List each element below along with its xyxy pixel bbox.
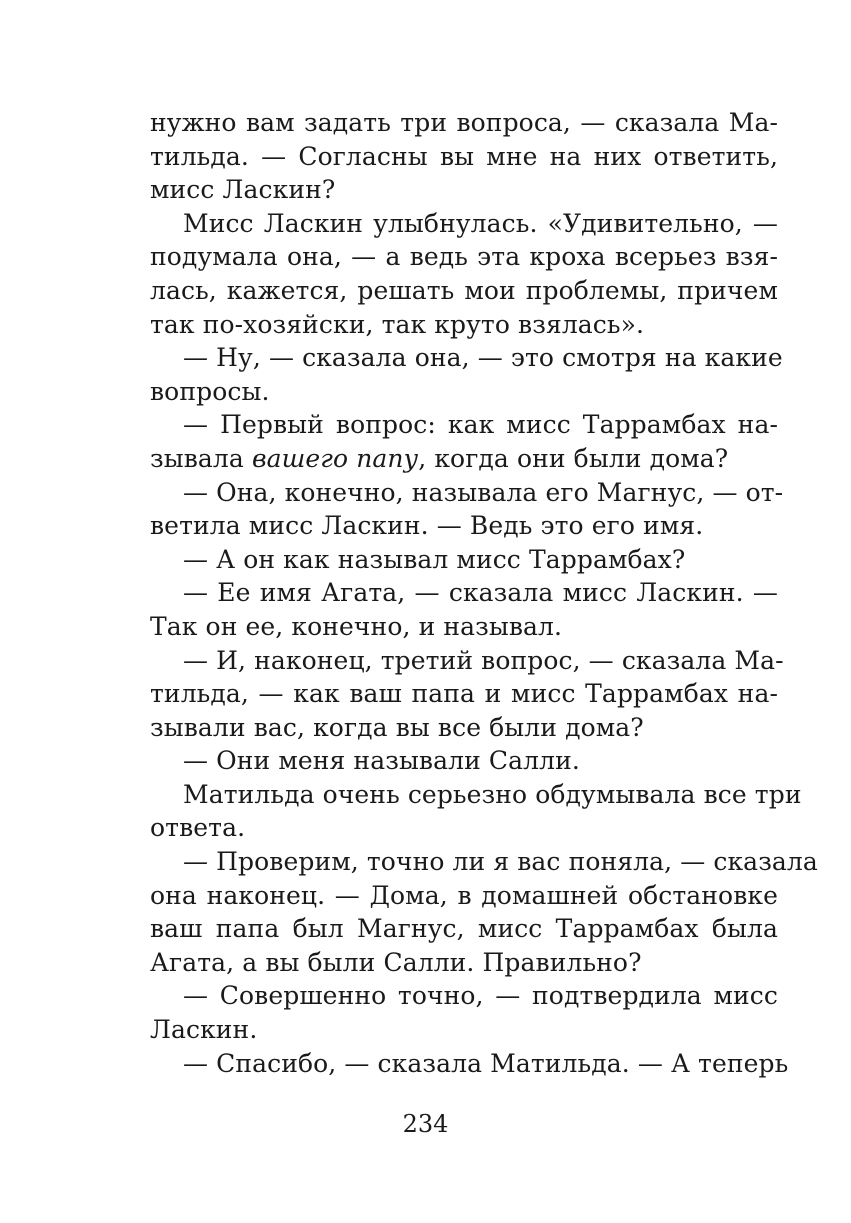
text-line: тильда, — как ваш папа и мисс Таррамбах на- — [150, 679, 778, 709]
text-line: нужно вам задать три вопроса, — сказала Ма- — [150, 108, 778, 137]
italic-phrase: вашего папу — [251, 443, 419, 473]
text-line: — И, наконец, третий вопрос, — сказала Ма- — [183, 645, 784, 675]
text-line: — Они меня называли Салли. — [183, 746, 580, 776]
text-line: — Спасибо, — сказала Матильда. — А теперь — [183, 1048, 789, 1078]
text-line: мисс Ласкин? — [150, 175, 336, 205]
text-line: — Ее имя Агата, — сказала мисс Ласкин. — — [183, 578, 778, 608]
text-line: зывала вашего папу, когда они были дома? — [150, 443, 729, 473]
text-line: — А он как называл мисс Таррамбах? — [183, 544, 686, 574]
text-line: Ласкин. — [150, 1015, 258, 1045]
text-line: Матильда очень серьезно обдумывала все три — [183, 779, 802, 809]
text-line: — Она, конечно, называла его Магнус, — от- — [183, 477, 784, 507]
page-number: 234 — [402, 1110, 449, 1138]
text-line: ветила мисс Ласкин. — Ведь это его имя. — [150, 511, 704, 541]
text-line: — Ну, — сказала она, — это смотря на какие — [183, 343, 783, 373]
text-line: ответа. — [150, 813, 246, 843]
text-line: вопросы. — [150, 376, 270, 406]
text-line: — Первый вопрос: как мисс Таррамбах на- — [183, 410, 778, 440]
text-line: зывали вас, когда вы все были дома? — [150, 712, 644, 742]
text-line: подумала она, — а ведь эта кроха всерьез взя- — [150, 242, 778, 272]
text-line: она наконец. — Дома, в домашней обстановке — [150, 880, 778, 910]
text-line: тильда. — Согласны вы мне на них ответить, — [150, 141, 778, 171]
text-line: лась, кажется, решать мои проблемы, причем — [150, 275, 778, 305]
text-line: Мисс Ласкин улыбнулась. «Удивительно, — — [183, 208, 778, 238]
text-line: — Совершенно точно, — подтвердила мисс — [183, 981, 778, 1011]
text-line: ваш папа был Магнус, мисс Таррамбах была — [150, 914, 778, 944]
text-line: Так он ее, конечно, и называл. — [150, 611, 563, 641]
text-line: так по-хозяйски, так круто взялась». — [150, 309, 645, 339]
text-line: Агата, а вы были Салли. Правильно? — [150, 947, 642, 977]
body-text — [150, 106, 818, 1080]
text-line: — Проверим, точно ли я вас поняла, — сказала — [183, 847, 818, 877]
